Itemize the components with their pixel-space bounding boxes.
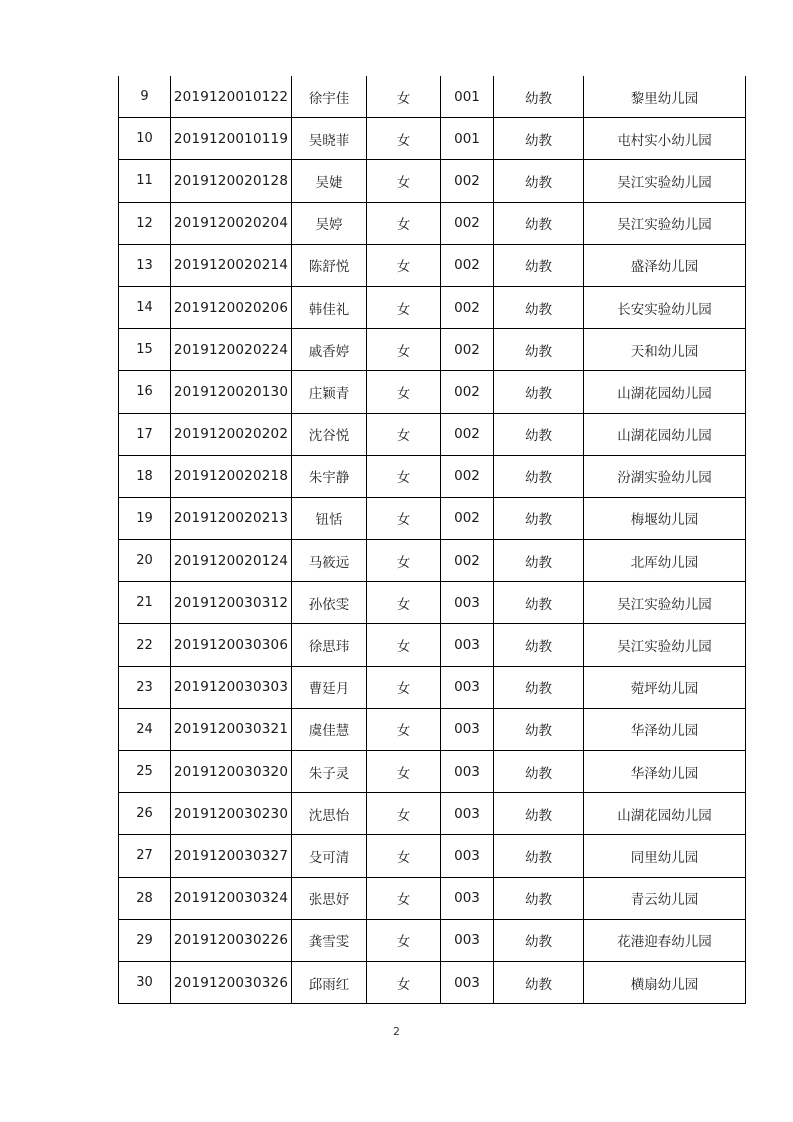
name-cell: 虞佳慧	[292, 708, 367, 750]
serial-number-cell: 22	[119, 624, 171, 666]
table-row	[119, 708, 746, 750]
gender-cell: 女	[367, 582, 441, 624]
position-code-cell: 003	[441, 793, 494, 835]
category-cell: 幼教	[494, 708, 584, 750]
category-cell: 幼教	[494, 540, 584, 582]
school-cell: 天和幼儿园	[584, 329, 746, 371]
table-row	[119, 961, 746, 1003]
table-row	[119, 877, 746, 919]
gender-cell: 女	[367, 961, 441, 1003]
gender-cell: 女	[367, 497, 441, 539]
serial-number-cell: 14	[119, 286, 171, 328]
category-cell: 幼教	[494, 455, 584, 497]
category-cell: 幼教	[494, 751, 584, 793]
gender-cell: 女	[367, 329, 441, 371]
gender-cell: 女	[367, 793, 441, 835]
exam-id-cell: 2019120030226	[171, 919, 292, 961]
gender-cell: 女	[367, 708, 441, 750]
gender-cell: 女	[367, 202, 441, 244]
name-cell: 张思妤	[292, 877, 367, 919]
table-row	[119, 202, 746, 244]
gender-cell: 女	[367, 244, 441, 286]
position-code-cell: 002	[441, 455, 494, 497]
position-code-cell: 002	[441, 160, 494, 202]
exam-id-cell: 2019120030321	[171, 708, 292, 750]
gender-cell: 女	[367, 413, 441, 455]
gender-cell: 女	[367, 919, 441, 961]
serial-number-cell: 18	[119, 455, 171, 497]
school-cell: 山湖花园幼儿园	[584, 793, 746, 835]
table-row	[119, 160, 746, 202]
position-code-cell: 002	[441, 497, 494, 539]
position-code-cell: 003	[441, 835, 494, 877]
table-row	[119, 244, 746, 286]
name-cell: 徐思玮	[292, 624, 367, 666]
position-code-cell: 002	[441, 371, 494, 413]
table-row	[119, 582, 746, 624]
gender-cell: 女	[367, 835, 441, 877]
school-cell: 花港迎春幼儿园	[584, 919, 746, 961]
category-cell: 幼教	[494, 371, 584, 413]
name-cell: 徐宇佳	[292, 76, 367, 118]
serial-number-cell: 12	[119, 202, 171, 244]
table-row	[119, 919, 746, 961]
name-cell: 朱子灵	[292, 751, 367, 793]
serial-number-cell: 10	[119, 118, 171, 160]
exam-id-cell: 2019120020224	[171, 329, 292, 371]
category-cell: 幼教	[494, 76, 584, 118]
table-row	[119, 371, 746, 413]
name-cell: 孙依雯	[292, 582, 367, 624]
gender-cell: 女	[367, 76, 441, 118]
exam-id-cell: 2019120020130	[171, 371, 292, 413]
exam-id-cell: 2019120010119	[171, 118, 292, 160]
school-cell: 长安实验幼儿园	[584, 286, 746, 328]
school-cell: 吴江实验幼儿园	[584, 202, 746, 244]
exam-id-cell: 2019120020202	[171, 413, 292, 455]
serial-number-cell: 24	[119, 708, 171, 750]
school-cell: 菀坪幼儿园	[584, 666, 746, 708]
table-row	[119, 455, 746, 497]
table-row	[119, 286, 746, 328]
gender-cell: 女	[367, 751, 441, 793]
position-code-cell: 002	[441, 286, 494, 328]
school-cell: 北厍幼儿园	[584, 540, 746, 582]
school-cell: 吴江实验幼儿园	[584, 582, 746, 624]
position-code-cell: 001	[441, 118, 494, 160]
category-cell: 幼教	[494, 793, 584, 835]
school-cell: 山湖花园幼儿园	[584, 371, 746, 413]
school-cell: 华泽幼儿园	[584, 708, 746, 750]
table-row	[119, 329, 746, 371]
name-cell: 沈思怡	[292, 793, 367, 835]
serial-number-cell: 30	[119, 961, 171, 1003]
name-cell: 沈谷悦	[292, 413, 367, 455]
position-code-cell: 003	[441, 582, 494, 624]
position-code-cell: 002	[441, 244, 494, 286]
serial-number-cell: 13	[119, 244, 171, 286]
table-row	[119, 624, 746, 666]
exam-id-cell: 2019120020213	[171, 497, 292, 539]
name-cell: 庄颖青	[292, 371, 367, 413]
school-cell: 华泽幼儿园	[584, 751, 746, 793]
gender-cell: 女	[367, 666, 441, 708]
exam-id-cell: 2019120020206	[171, 286, 292, 328]
serial-number-cell: 15	[119, 329, 171, 371]
serial-number-cell: 23	[119, 666, 171, 708]
exam-id-cell: 2019120030324	[171, 877, 292, 919]
serial-number-cell: 26	[119, 793, 171, 835]
name-cell: 朱宇静	[292, 455, 367, 497]
serial-number-cell: 17	[119, 413, 171, 455]
exam-id-cell: 2019120030320	[171, 751, 292, 793]
results-table	[118, 76, 746, 1004]
serial-number-cell: 29	[119, 919, 171, 961]
table-row	[119, 666, 746, 708]
position-code-cell: 003	[441, 751, 494, 793]
school-cell: 黎里幼儿园	[584, 76, 746, 118]
category-cell: 幼教	[494, 118, 584, 160]
serial-number-cell: 25	[119, 751, 171, 793]
exam-id-cell: 2019120020204	[171, 202, 292, 244]
school-cell: 盛泽幼儿园	[584, 244, 746, 286]
serial-number-cell: 19	[119, 497, 171, 539]
table-body	[119, 76, 746, 1004]
gender-cell: 女	[367, 118, 441, 160]
name-cell: 龚雪雯	[292, 919, 367, 961]
position-code-cell: 003	[441, 877, 494, 919]
table-row	[119, 793, 746, 835]
name-cell: 马筱远	[292, 540, 367, 582]
name-cell: 钮恬	[292, 497, 367, 539]
category-cell: 幼教	[494, 329, 584, 371]
name-cell: 戚香婷	[292, 329, 367, 371]
name-cell: 吴晓菲	[292, 118, 367, 160]
table-row	[119, 118, 746, 160]
exam-id-cell: 2019120020214	[171, 244, 292, 286]
table-row	[119, 413, 746, 455]
table-row	[119, 751, 746, 793]
table-row	[119, 76, 746, 118]
table-row	[119, 835, 746, 877]
gender-cell: 女	[367, 540, 441, 582]
name-cell: 邱雨红	[292, 961, 367, 1003]
exam-id-cell: 2019120030326	[171, 961, 292, 1003]
school-cell: 横扇幼儿园	[584, 961, 746, 1003]
table-row	[119, 497, 746, 539]
page-number: 2	[393, 1025, 400, 1038]
name-cell: 陈舒悦	[292, 244, 367, 286]
exam-id-cell: 2019120020218	[171, 455, 292, 497]
category-cell: 幼教	[494, 835, 584, 877]
exam-id-cell: 2019120020128	[171, 160, 292, 202]
exam-id-cell: 2019120030306	[171, 624, 292, 666]
name-cell: 殳可清	[292, 835, 367, 877]
school-cell: 青云幼儿园	[584, 877, 746, 919]
name-cell: 吴婕	[292, 160, 367, 202]
exam-id-cell: 2019120030327	[171, 835, 292, 877]
category-cell: 幼教	[494, 160, 584, 202]
name-cell: 韩佳礼	[292, 286, 367, 328]
position-code-cell: 003	[441, 919, 494, 961]
category-cell: 幼教	[494, 582, 584, 624]
serial-number-cell: 21	[119, 582, 171, 624]
category-cell: 幼教	[494, 286, 584, 328]
school-cell: 同里幼儿园	[584, 835, 746, 877]
exam-id-cell: 2019120030312	[171, 582, 292, 624]
gender-cell: 女	[367, 624, 441, 666]
school-cell: 汾湖实验幼儿园	[584, 455, 746, 497]
position-code-cell: 002	[441, 540, 494, 582]
gender-cell: 女	[367, 371, 441, 413]
position-code-cell: 003	[441, 961, 494, 1003]
serial-number-cell: 9	[119, 76, 171, 118]
position-code-cell: 001	[441, 76, 494, 118]
position-code-cell: 002	[441, 202, 494, 244]
exam-id-cell: 2019120010122	[171, 76, 292, 118]
serial-number-cell: 20	[119, 540, 171, 582]
category-cell: 幼教	[494, 202, 584, 244]
gender-cell: 女	[367, 160, 441, 202]
exam-id-cell: 2019120030230	[171, 793, 292, 835]
category-cell: 幼教	[494, 497, 584, 539]
gender-cell: 女	[367, 286, 441, 328]
exam-id-cell: 2019120030303	[171, 666, 292, 708]
position-code-cell: 003	[441, 708, 494, 750]
name-cell: 吴婷	[292, 202, 367, 244]
serial-number-cell: 16	[119, 371, 171, 413]
school-cell: 梅堰幼儿园	[584, 497, 746, 539]
exam-id-cell: 2019120020124	[171, 540, 292, 582]
position-code-cell: 002	[441, 413, 494, 455]
category-cell: 幼教	[494, 244, 584, 286]
school-cell: 吴江实验幼儿园	[584, 624, 746, 666]
serial-number-cell: 28	[119, 877, 171, 919]
table-row	[119, 540, 746, 582]
position-code-cell: 003	[441, 624, 494, 666]
gender-cell: 女	[367, 455, 441, 497]
category-cell: 幼教	[494, 961, 584, 1003]
school-cell: 山湖花园幼儿园	[584, 413, 746, 455]
category-cell: 幼教	[494, 877, 584, 919]
category-cell: 幼教	[494, 919, 584, 961]
serial-number-cell: 11	[119, 160, 171, 202]
school-cell: 吴江实验幼儿园	[584, 160, 746, 202]
position-code-cell: 003	[441, 666, 494, 708]
name-cell: 曹廷月	[292, 666, 367, 708]
school-cell: 屯村实小幼儿园	[584, 118, 746, 160]
position-code-cell: 002	[441, 329, 494, 371]
category-cell: 幼教	[494, 413, 584, 455]
serial-number-cell: 27	[119, 835, 171, 877]
gender-cell: 女	[367, 877, 441, 919]
category-cell: 幼教	[494, 624, 584, 666]
category-cell: 幼教	[494, 666, 584, 708]
